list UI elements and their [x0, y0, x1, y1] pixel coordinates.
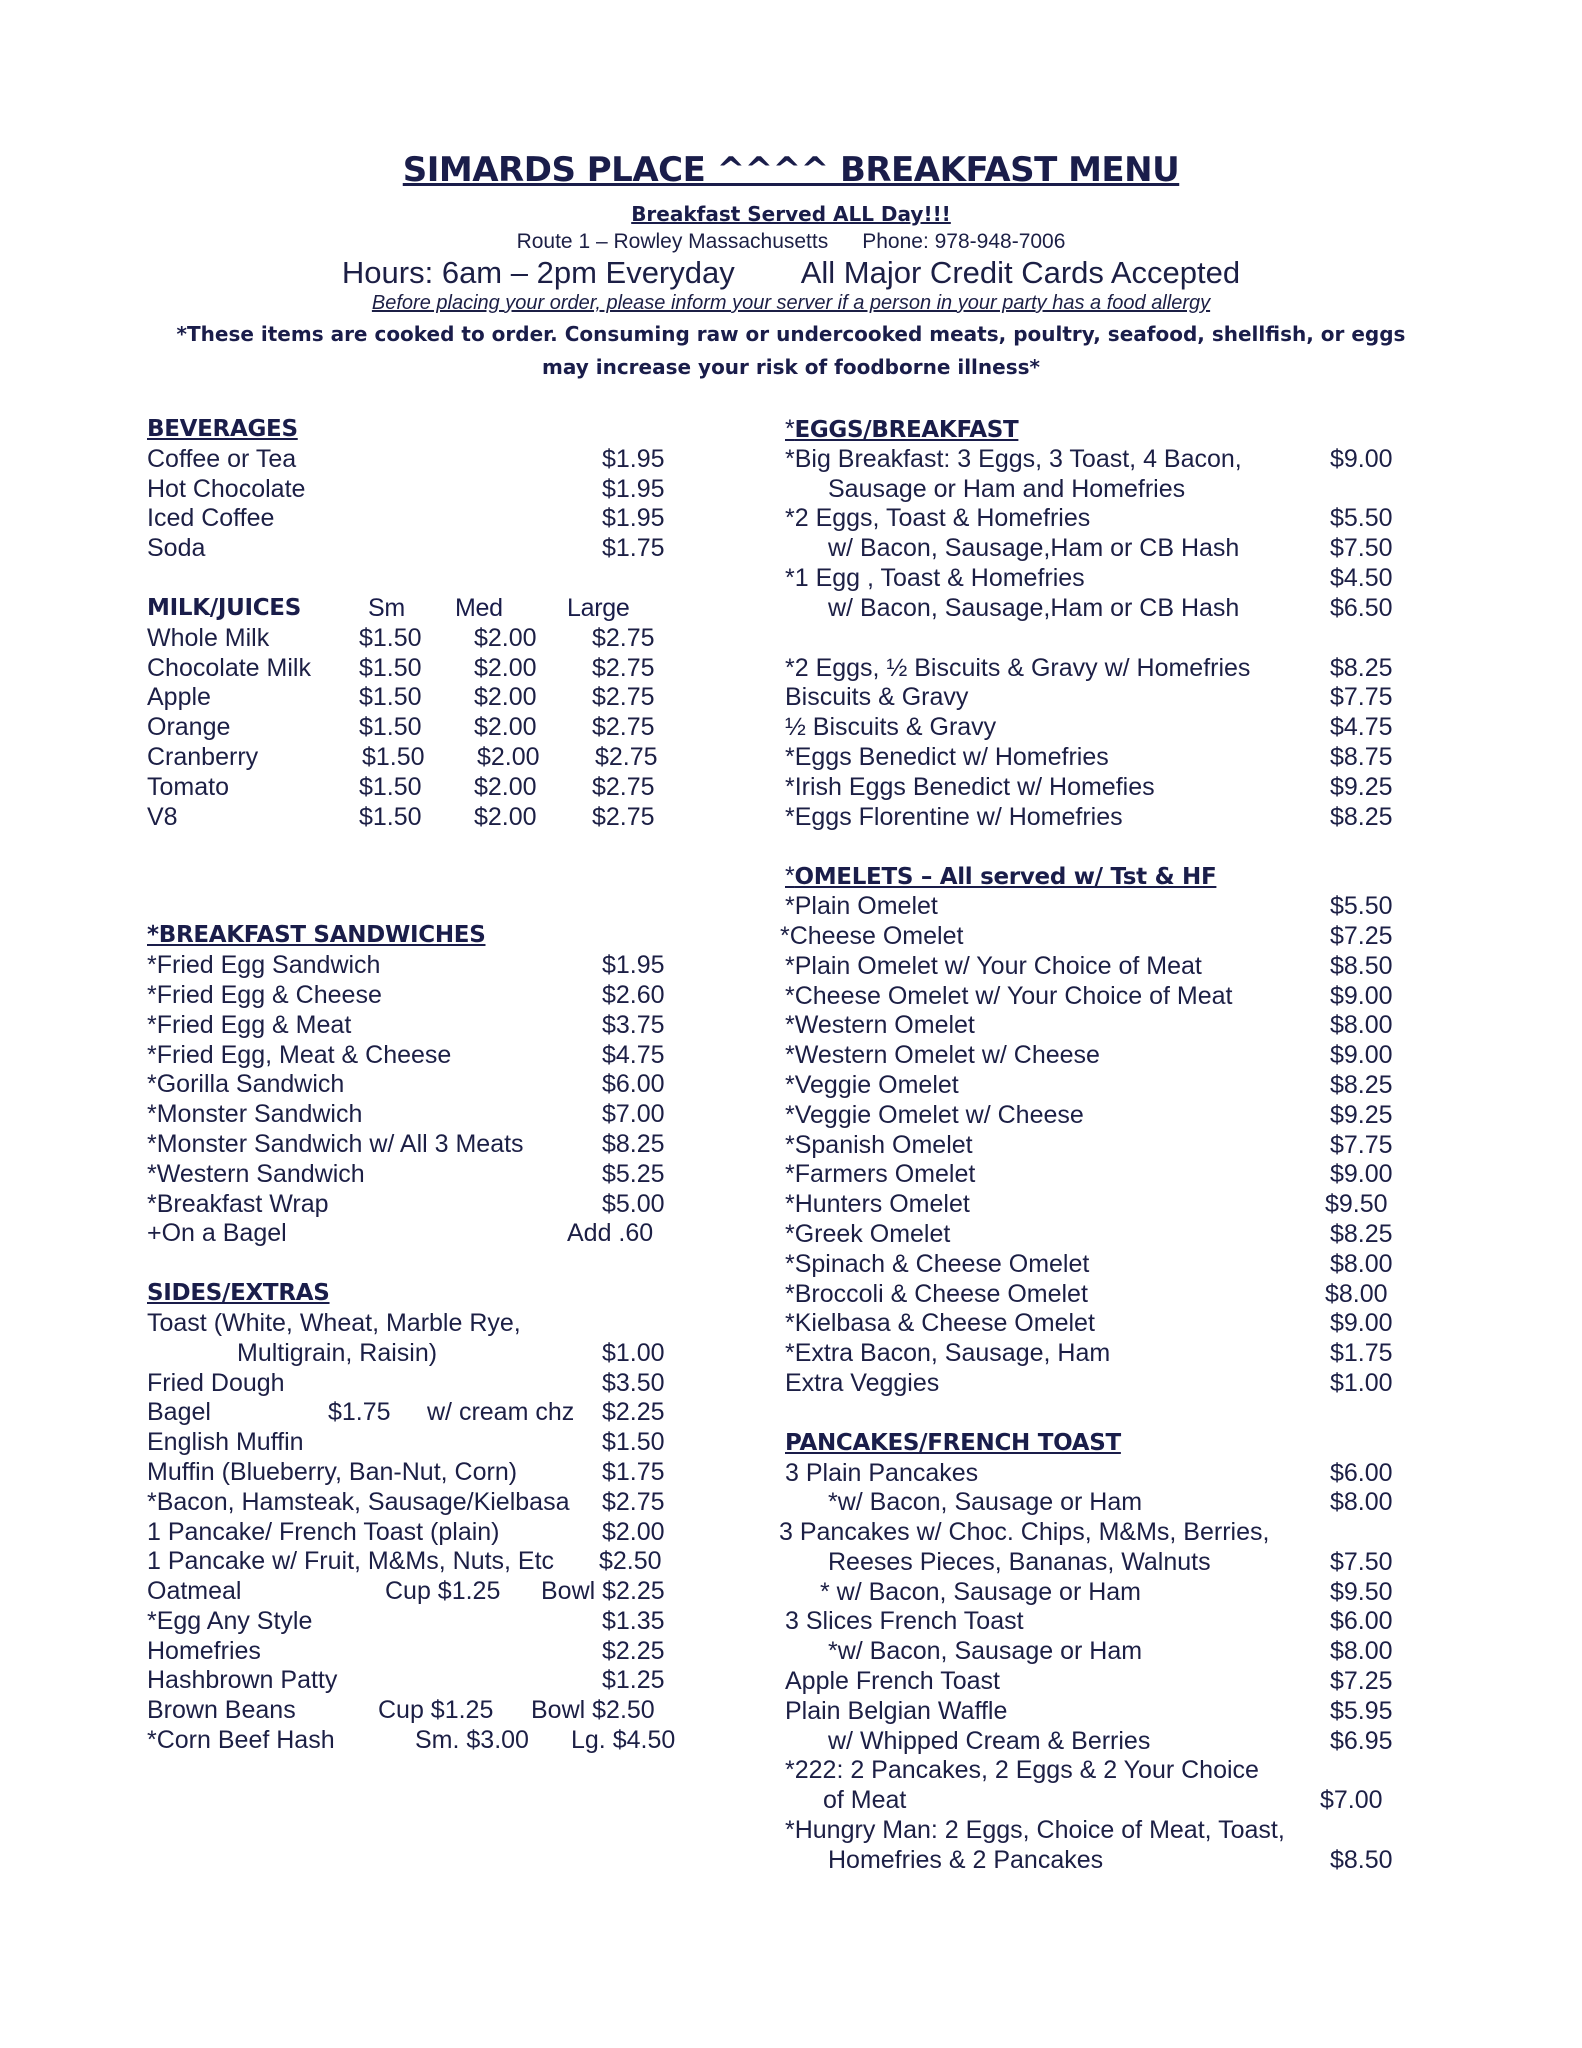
item-price: $1.75	[602, 534, 665, 563]
item-price: $2.75	[602, 1487, 665, 1516]
list-item	[147, 1398, 687, 1428]
item-price: $4.50	[1330, 563, 1393, 592]
item-name: Toast (White, Wheat, Marble Rye,	[147, 1308, 521, 1337]
list-item	[785, 1369, 1425, 1399]
list-item	[147, 951, 687, 981]
item-name: Apple	[147, 683, 211, 712]
item-price: $7.00	[602, 1100, 665, 1129]
heading-star: *	[785, 862, 795, 891]
item-name: w/ Bacon, Sausage,Ham or CB Hash	[828, 534, 1240, 563]
list-item	[785, 803, 1425, 833]
item-name: *Western Sandwich	[147, 1159, 365, 1188]
price-large: $2.75	[592, 772, 655, 801]
warning-line-1: *These items are cooked to order. Consuming raw or undercooked meats, poultry, seafood, shellfish, or eggs	[176, 322, 1406, 346]
list-item	[147, 1100, 687, 1130]
item-price: $9.00	[1330, 1041, 1393, 1070]
list-item	[785, 1190, 1425, 1220]
price-large: $2.75	[592, 653, 655, 682]
list-item	[785, 1667, 1425, 1697]
price-med: $2.00	[474, 713, 537, 742]
item-price: $8.50	[1330, 951, 1393, 980]
item-name: * w/ Bacon, Sausage or Ham	[820, 1577, 1141, 1606]
sides-list	[147, 1309, 687, 1756]
list-item	[147, 1309, 687, 1339]
item-name: *Veggie Omelet w/ Cheese	[785, 1100, 1084, 1129]
list-item	[780, 921, 1425, 952]
list-item	[147, 654, 687, 684]
item-price: $7.75	[1330, 1130, 1393, 1159]
item-price: $5.00	[602, 1189, 665, 1218]
item-price: $5.50	[1330, 892, 1393, 921]
item-price: $1.00	[1330, 1368, 1393, 1397]
price-large: $2.75	[592, 683, 655, 712]
item-name: *Breakfast Wrap	[147, 1189, 329, 1218]
col-sm: Sm	[368, 593, 405, 622]
item-price: Cup $1.25	[385, 1577, 501, 1606]
list-item	[785, 743, 1425, 773]
menu-subtitle: Breakfast Served ALL Day!!!	[631, 202, 951, 226]
item-price: $8.50	[1330, 1845, 1393, 1874]
item-name: *Eggs Florentine w/ Homefries	[785, 802, 1123, 831]
list-item	[147, 1696, 687, 1726]
item-price: $1.00	[602, 1338, 665, 1367]
item-price: Sm. $3.00	[415, 1726, 529, 1755]
price-large: $2.75	[595, 742, 658, 771]
item-name: *1 Egg , Toast & Homefries	[785, 563, 1085, 592]
sandwiches-list	[147, 951, 687, 1249]
section-heading-beverages: BEVERAGES	[147, 416, 298, 442]
item-name: *Veggie Omelet	[785, 1070, 959, 1099]
list-item	[785, 1041, 1425, 1071]
item-name: Coffee or Tea	[147, 444, 297, 473]
item-price: $1.95	[602, 474, 665, 503]
list-item	[785, 892, 1425, 922]
item-name: Orange	[147, 713, 231, 742]
list-item	[147, 1666, 687, 1696]
item-name: Soda	[147, 534, 206, 563]
list-item	[785, 1280, 1425, 1310]
list-item	[785, 952, 1425, 982]
item-name: 1 Pancake w/ Fruit, M&Ms, Nuts, Etc	[147, 1547, 555, 1576]
item-name: Tomato	[147, 772, 229, 801]
list-item	[147, 1726, 687, 1756]
item-price: $8.00	[1330, 1249, 1393, 1278]
price-sm: $1.50	[359, 623, 422, 652]
list-item	[785, 773, 1425, 803]
price-med: $2.00	[474, 772, 537, 801]
item-price: $8.00	[1330, 1488, 1393, 1517]
item-name: *Fried Egg & Cheese	[147, 980, 382, 1009]
item-price: $5.25	[602, 1159, 665, 1188]
item-name: Iced Coffee	[147, 504, 275, 533]
item-name: 3 Pancakes w/ Choc. Chips, M&Ms, Berries,	[779, 1518, 1270, 1547]
item-name: *Hungry Man: 2 Eggs, Choice of Meat, Toast,	[785, 1816, 1285, 1845]
col-large: Large	[567, 593, 630, 622]
item-name: of Meat	[823, 1786, 907, 1815]
list-item	[147, 1637, 687, 1667]
item-name: w/ Whipped Cream & Berries	[828, 1726, 1151, 1755]
item-name: Homefries & 2 Pancakes	[828, 1845, 1104, 1874]
item-price: $1.95	[602, 951, 665, 980]
item-name: *Broccoli & Cheese Omelet	[785, 1279, 1088, 1308]
item-name: *Monster Sandwich w/ All 3 Meats	[147, 1129, 524, 1158]
list-item	[779, 1518, 1425, 1548]
list-item	[785, 1160, 1425, 1190]
item-name: Homefries	[147, 1636, 261, 1665]
list-item	[785, 1131, 1425, 1161]
item-name: *Greek Omelet	[785, 1219, 951, 1248]
item-name: *2 Eggs, ½ Biscuits & Gravy w/ Homefries	[785, 653, 1251, 682]
list-item	[147, 1458, 687, 1488]
item-price: $1.95	[602, 504, 665, 533]
item-name: *Cheese Omelet w/ Your Choice of Meat	[785, 981, 1233, 1010]
address: Route 1 – Rowley Massachusetts	[516, 230, 829, 253]
list-item	[147, 743, 687, 773]
item-price: Lg. $4.50	[571, 1726, 676, 1755]
list-item	[147, 1547, 687, 1577]
item-name: Reeses Pieces, Bananas, Walnuts	[828, 1547, 1211, 1576]
list-item	[147, 1011, 687, 1041]
item-price: $8.25	[1330, 653, 1393, 682]
milk-juices-list	[147, 624, 687, 833]
list-item	[147, 1518, 687, 1548]
list-item	[785, 1548, 1425, 1578]
list-item	[785, 654, 1425, 684]
item-price: $8.00	[1330, 1637, 1393, 1666]
section-heading-pancakes: PANCAKES/FRENCH TOAST	[785, 1429, 1121, 1456]
item-name: ½ Biscuits & Gravy	[785, 713, 997, 742]
list-item	[785, 1071, 1425, 1101]
list-item	[147, 534, 687, 564]
price-med: $2.00	[474, 623, 537, 652]
item-price: $2.50	[599, 1547, 662, 1576]
item-price: $4.75	[1330, 713, 1393, 742]
item-price: $6.95	[1330, 1726, 1393, 1755]
item-price: $1.75	[602, 1457, 665, 1486]
eggs-list-2	[785, 654, 1425, 833]
item-name: *Bacon, Hamsteak, Sausage/Kielbasa	[147, 1487, 570, 1516]
item-price: $9.00	[1330, 1160, 1393, 1189]
heading-star: *	[785, 415, 795, 443]
item-price: $8.75	[1330, 742, 1393, 771]
section-heading-eggs	[785, 415, 1425, 445]
item-name: Cranberry	[147, 742, 259, 771]
item-name: *222: 2 Pancakes, 2 Eggs & 2 Your Choice	[785, 1756, 1259, 1785]
item-price: $6.00	[1330, 1458, 1393, 1487]
list-item	[785, 982, 1425, 1012]
price-sm: $1.50	[359, 772, 422, 801]
item-price: $1.75	[328, 1398, 391, 1427]
credit-cards: All Major Credit Cards Accepted	[800, 255, 1241, 290]
list-item	[147, 1369, 687, 1399]
item-price: $6.00	[602, 1070, 665, 1099]
item-price: $2.25	[602, 1398, 665, 1427]
address-line	[0, 230, 1582, 254]
item-name: *Fried Egg & Meat	[147, 1010, 352, 1039]
item-price: $2.60	[602, 980, 665, 1009]
list-item	[147, 1190, 687, 1220]
item-name: Brown Beans	[147, 1696, 296, 1725]
item-price: $9.00	[1330, 444, 1393, 473]
item-price: $2.00	[602, 1517, 665, 1546]
item-name: *Corn Beef Hash	[147, 1726, 335, 1755]
list-item	[147, 1070, 687, 1100]
list-item	[147, 1219, 687, 1249]
item-name: +On a Bagel	[147, 1219, 287, 1248]
item-price: $9.00	[1330, 1309, 1393, 1338]
list-item	[785, 1101, 1425, 1131]
heading-text: EGGS/BREAKFAST	[794, 417, 1019, 443]
item-price: $1.75	[1330, 1339, 1393, 1368]
item-price: $5.95	[1330, 1696, 1393, 1725]
item-name: *Gorilla Sandwich	[147, 1070, 345, 1099]
item-option: w/ cream chz	[427, 1398, 575, 1427]
item-name: Oatmeal	[147, 1577, 242, 1606]
item-name: *Monster Sandwich	[147, 1100, 363, 1129]
list-item	[785, 1756, 1425, 1786]
item-price: $4.75	[602, 1040, 665, 1069]
list-item	[147, 624, 687, 654]
list-item	[785, 683, 1425, 713]
hours-line	[0, 255, 1582, 291]
item-price: $6.50	[1330, 593, 1393, 622]
item-price: $8.25	[1330, 1219, 1393, 1248]
list-item	[785, 564, 1425, 594]
item-price: $7.25	[1330, 921, 1393, 950]
item-price: $5.50	[1330, 504, 1393, 533]
item-name: *Plain Omelet	[785, 892, 938, 921]
item-name: Sausage or Ham and Homefries	[828, 474, 1186, 503]
item-name: Apple French Toast	[785, 1667, 1000, 1696]
item-price: $9.50	[1325, 1190, 1388, 1219]
list-item	[785, 1459, 1425, 1489]
list-item	[147, 504, 687, 534]
eggs-list	[785, 445, 1425, 624]
list-item	[147, 773, 687, 803]
item-name: *Hunters Omelet	[785, 1190, 970, 1219]
item-name: *Plain Omelet w/ Your Choice of Meat	[785, 951, 1202, 980]
item-name: 3 Slices French Toast	[785, 1607, 1024, 1636]
omelets-list	[780, 892, 1425, 1399]
phone: Phone: 978-948-7006	[862, 230, 1066, 253]
list-item	[785, 1697, 1425, 1727]
item-price: $7.50	[1330, 1547, 1393, 1576]
item-price: $9.25	[1330, 772, 1393, 801]
item-name: English Muffin	[147, 1428, 304, 1457]
milk-heading: MILK/JUICES	[147, 594, 301, 621]
price-large: $2.75	[592, 802, 655, 831]
item-name: *Eggs Benedict w/ Homefries	[785, 742, 1109, 771]
section-heading-milk-juices	[147, 594, 687, 624]
list-item	[785, 1578, 1425, 1608]
item-name: *Big Breakfast: 3 Eggs, 3 Toast, 4 Bacon,	[785, 444, 1242, 473]
item-price: $6.00	[1330, 1607, 1393, 1636]
list-item	[147, 803, 687, 833]
list-item	[785, 713, 1425, 743]
price-med: $2.00	[474, 802, 537, 831]
item-name: Whole Milk	[147, 623, 270, 652]
menu-title: SIMARDS PLACE ^^^^ BREAKFAST MENU	[402, 150, 1180, 190]
item-name: *Fried Egg, Meat & Cheese	[147, 1040, 452, 1069]
item-price: Cup $1.25	[378, 1696, 494, 1725]
item-price: $8.25	[602, 1129, 665, 1158]
list-item	[785, 1339, 1425, 1369]
item-name: *w/ Bacon, Sausage or Ham	[828, 1637, 1143, 1666]
item-price: $1.25	[602, 1666, 665, 1695]
col-med: Med	[455, 593, 503, 622]
price-sm: $1.50	[359, 713, 422, 742]
item-name: 3 Plain Pancakes	[785, 1458, 979, 1487]
item-name: 1 Pancake/ French Toast (plain)	[147, 1517, 500, 1546]
item-price: $8.25	[1330, 1070, 1393, 1099]
list-item	[785, 1637, 1425, 1667]
list-item	[785, 1250, 1425, 1280]
list-item	[147, 445, 687, 475]
item-name: *Western Omelet w/ Cheese	[785, 1041, 1100, 1070]
item-price: $7.75	[1330, 683, 1393, 712]
item-name: *Farmers Omelet	[785, 1160, 976, 1189]
price-sm: $1.50	[362, 742, 425, 771]
list-item	[147, 475, 687, 505]
list-item	[785, 1309, 1425, 1339]
beverages-list	[147, 445, 687, 564]
item-price: $9.00	[1330, 981, 1393, 1010]
list-item	[785, 1011, 1425, 1041]
item-price: $9.50	[1330, 1577, 1393, 1606]
item-price: $1.35	[602, 1606, 665, 1635]
price-sm: $1.50	[359, 653, 422, 682]
price-sm: $1.50	[359, 802, 422, 831]
price-med: $2.00	[474, 653, 537, 682]
item-name: Plain Belgian Waffle	[785, 1696, 1008, 1725]
list-item	[785, 1816, 1425, 1846]
list-item	[147, 1041, 687, 1071]
pancakes-list	[779, 1458, 1425, 1876]
item-name: Multigrain, Raisin)	[237, 1338, 438, 1367]
item-price: $9.25	[1330, 1100, 1393, 1129]
item-name: Chocolate Milk	[147, 653, 311, 682]
list-item	[147, 713, 687, 743]
item-name: Biscuits & Gravy	[785, 683, 969, 712]
item-name: Fried Dough	[147, 1368, 285, 1397]
item-name: *Spinach & Cheese Omelet	[785, 1249, 1090, 1278]
list-item	[147, 1577, 687, 1607]
list-item	[147, 981, 687, 1011]
item-price: $7.50	[1330, 534, 1393, 563]
list-item	[785, 534, 1425, 564]
item-name: *Irish Eggs Benedict w/ Homefies	[785, 772, 1155, 801]
item-price: Bowl $2.25	[541, 1577, 665, 1606]
item-name: *2 Eggs, Toast & Homefries	[785, 504, 1091, 533]
item-name: *Cheese Omelet	[780, 921, 964, 950]
item-price: $3.75	[602, 1010, 665, 1039]
list-item	[785, 1727, 1425, 1757]
price-med: $2.00	[474, 683, 537, 712]
price-large: $2.75	[592, 713, 655, 742]
list-item	[785, 445, 1425, 475]
list-item	[147, 1607, 687, 1637]
item-price: $7.00	[1320, 1786, 1383, 1815]
left-column	[147, 415, 687, 1756]
section-heading-sides: SIDES/EXTRAS	[147, 1280, 330, 1307]
item-name: w/ Bacon, Sausage,Ham or CB Hash	[828, 593, 1240, 622]
item-price: $1.95	[602, 444, 665, 473]
section-heading-sandwiches: *BREAKFAST SANDWICHES	[147, 922, 486, 949]
list-item	[785, 1846, 1425, 1876]
item-name: Bagel	[147, 1398, 211, 1427]
item-price: $1.50	[602, 1428, 665, 1457]
list-item	[785, 1607, 1425, 1637]
item-name: *w/ Bacon, Sausage or Ham	[828, 1488, 1143, 1517]
warning-line-2: may increase your risk of foodborne illness*	[542, 355, 1040, 379]
health-warning	[150, 318, 1432, 384]
list-item	[785, 504, 1425, 534]
list-item	[785, 475, 1425, 505]
item-price: $8.25	[1330, 802, 1393, 831]
item-name: *Kielbasa & Cheese Omelet	[785, 1309, 1095, 1338]
list-item	[147, 1160, 687, 1190]
heading-text: OMELETS – All served w/ Tst & HF	[794, 864, 1217, 891]
list-item	[785, 1488, 1425, 1518]
item-price: $3.50	[602, 1368, 665, 1397]
item-name: *Western Omelet	[785, 1011, 975, 1040]
allergy-note: Before placing your order, please inform your server if a person in your party has a food allergy	[371, 292, 1211, 314]
item-name: *Spanish Omelet	[785, 1130, 973, 1159]
right-column	[779, 415, 1425, 1876]
item-price: Bowl $2.50	[531, 1696, 655, 1725]
item-name: *Fried Egg Sandwich	[147, 951, 381, 980]
price-med: $2.00	[477, 742, 540, 771]
list-item	[147, 1488, 687, 1518]
price-large: $2.75	[592, 623, 655, 652]
list-item	[785, 1220, 1425, 1250]
price-sm: $1.50	[359, 683, 422, 712]
item-name: V8	[147, 802, 178, 831]
item-price: Add .60	[567, 1219, 654, 1248]
list-item	[147, 683, 687, 713]
item-name: Muffin (Blueberry, Ban-Nut, Corn)	[147, 1457, 518, 1486]
item-name: Hot Chocolate	[147, 474, 306, 503]
item-price: $8.00	[1330, 1011, 1393, 1040]
list-item	[785, 594, 1425, 624]
hours: Hours: 6am – 2pm Everyday	[341, 255, 735, 290]
item-name: Hashbrown Patty	[147, 1666, 338, 1695]
section-heading-omelets	[785, 862, 1425, 892]
item-price: $7.25	[1330, 1667, 1393, 1696]
list-item	[785, 1786, 1425, 1816]
item-name: Extra Veggies	[785, 1368, 940, 1397]
item-price: $2.25	[602, 1636, 665, 1665]
item-name: *Extra Bacon, Sausage, Ham	[785, 1339, 1111, 1368]
list-item	[147, 1130, 687, 1160]
list-item	[147, 1339, 687, 1369]
item-name: *Egg Any Style	[147, 1606, 313, 1635]
item-price: $8.00	[1325, 1279, 1388, 1308]
list-item	[147, 1428, 687, 1458]
